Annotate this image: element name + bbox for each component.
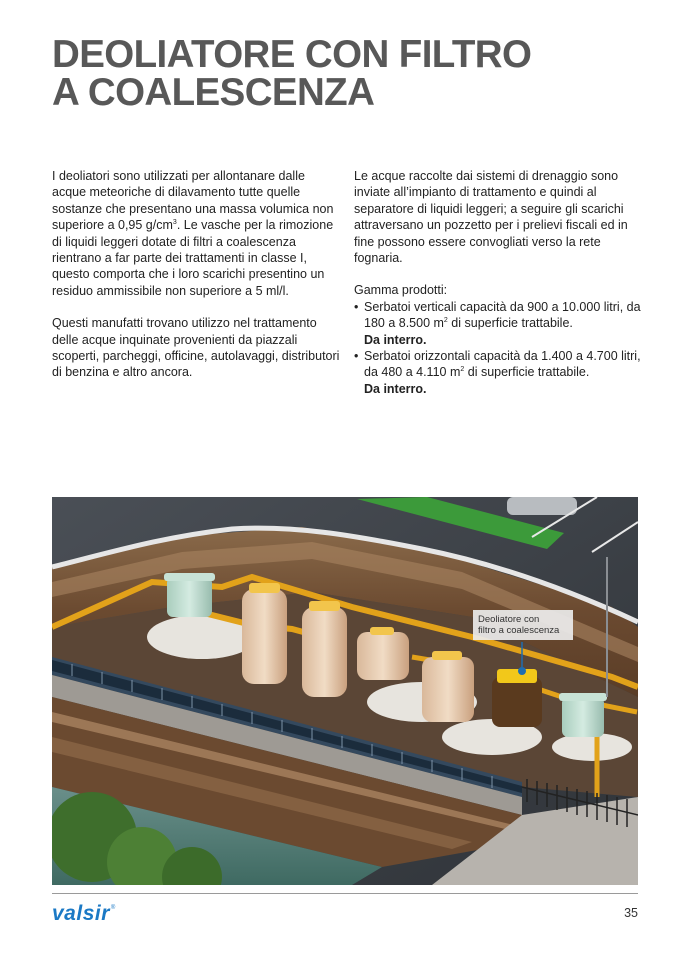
page-number: 35 <box>624 906 638 920</box>
tank-vertical-2 <box>302 601 347 697</box>
list-item: • Serbatoi orizzontali capacità da 1.400 a 4.700 litri, da 480 a 4.110 $m^2$ di superficie trattabile. Da interro. <box>354 348 649 397</box>
installation-note: Da interro. <box>364 332 427 347</box>
tank-green-right <box>559 693 607 737</box>
footer-divider <box>52 893 638 894</box>
tank-horizontal <box>357 627 409 680</box>
brand-logo: valsir® <box>52 902 116 925</box>
title-line-1: DEOLIATORE CON FILTRO <box>52 33 532 76</box>
right-column <box>354 168 649 397</box>
callout-label: Deoliatore con filtro a coalescenza <box>473 610 573 640</box>
list-item: • Serbatoi verticali capacità da 900 a 10.000 litri, da 180 a 8.500 $m^2$ di superficie trattabile. Da interro. <box>354 299 649 348</box>
tank-vertical-3 <box>422 651 474 722</box>
installation-illustration <box>52 497 638 885</box>
bullet-icon: • <box>354 299 359 314</box>
range-heading: Gamma prodotti: <box>354 283 448 298</box>
left-column <box>52 168 342 381</box>
tank-green-left <box>164 573 215 617</box>
usage-paragraph: Questi manufatti trovano utilizzo nel trattamento delle acque inquinate provenienti da piazzali scoperti, parcheggi, officine, autolavaggi, distributori di benzina e altro ancora. <box>52 316 340 380</box>
intro-paragraph: I deoliatori sono utilizzati per allontanare dalle acque meteoriche di dilavamento tutte quelle sostanze che presentano una massa volumica non superiore a 0,95 $g/cm^3$. Le vasche per la rimozione di liquidi leggeri dotate di filtri a coalescenza rientrano a far parte dei trattamenti in classe I, questo comporta che i loro scarichi presentino un residuo ammissibile non superiore a 5 ml/l. <box>52 169 334 298</box>
product-range-list <box>354 299 649 397</box>
illustration-svg <box>52 497 638 885</box>
bullet-icon: • <box>354 349 359 364</box>
title-line-2: A COALESCENZA <box>52 71 375 114</box>
parked-car <box>507 497 577 515</box>
installation-note: Da interro. <box>364 381 427 396</box>
page-title <box>52 33 652 114</box>
process-paragraph: Le acque raccolte dai sistemi di drenaggio sono inviate all’impianto di trattamento e quindi al separatore di liquidi leggeri; a seguire gli scarichi attraversano un pozzetto per i prelievi fiscali ed in fine possono essere convogliati verso la rete fognaria. <box>354 169 628 266</box>
tank-vertical-1 <box>242 583 287 684</box>
